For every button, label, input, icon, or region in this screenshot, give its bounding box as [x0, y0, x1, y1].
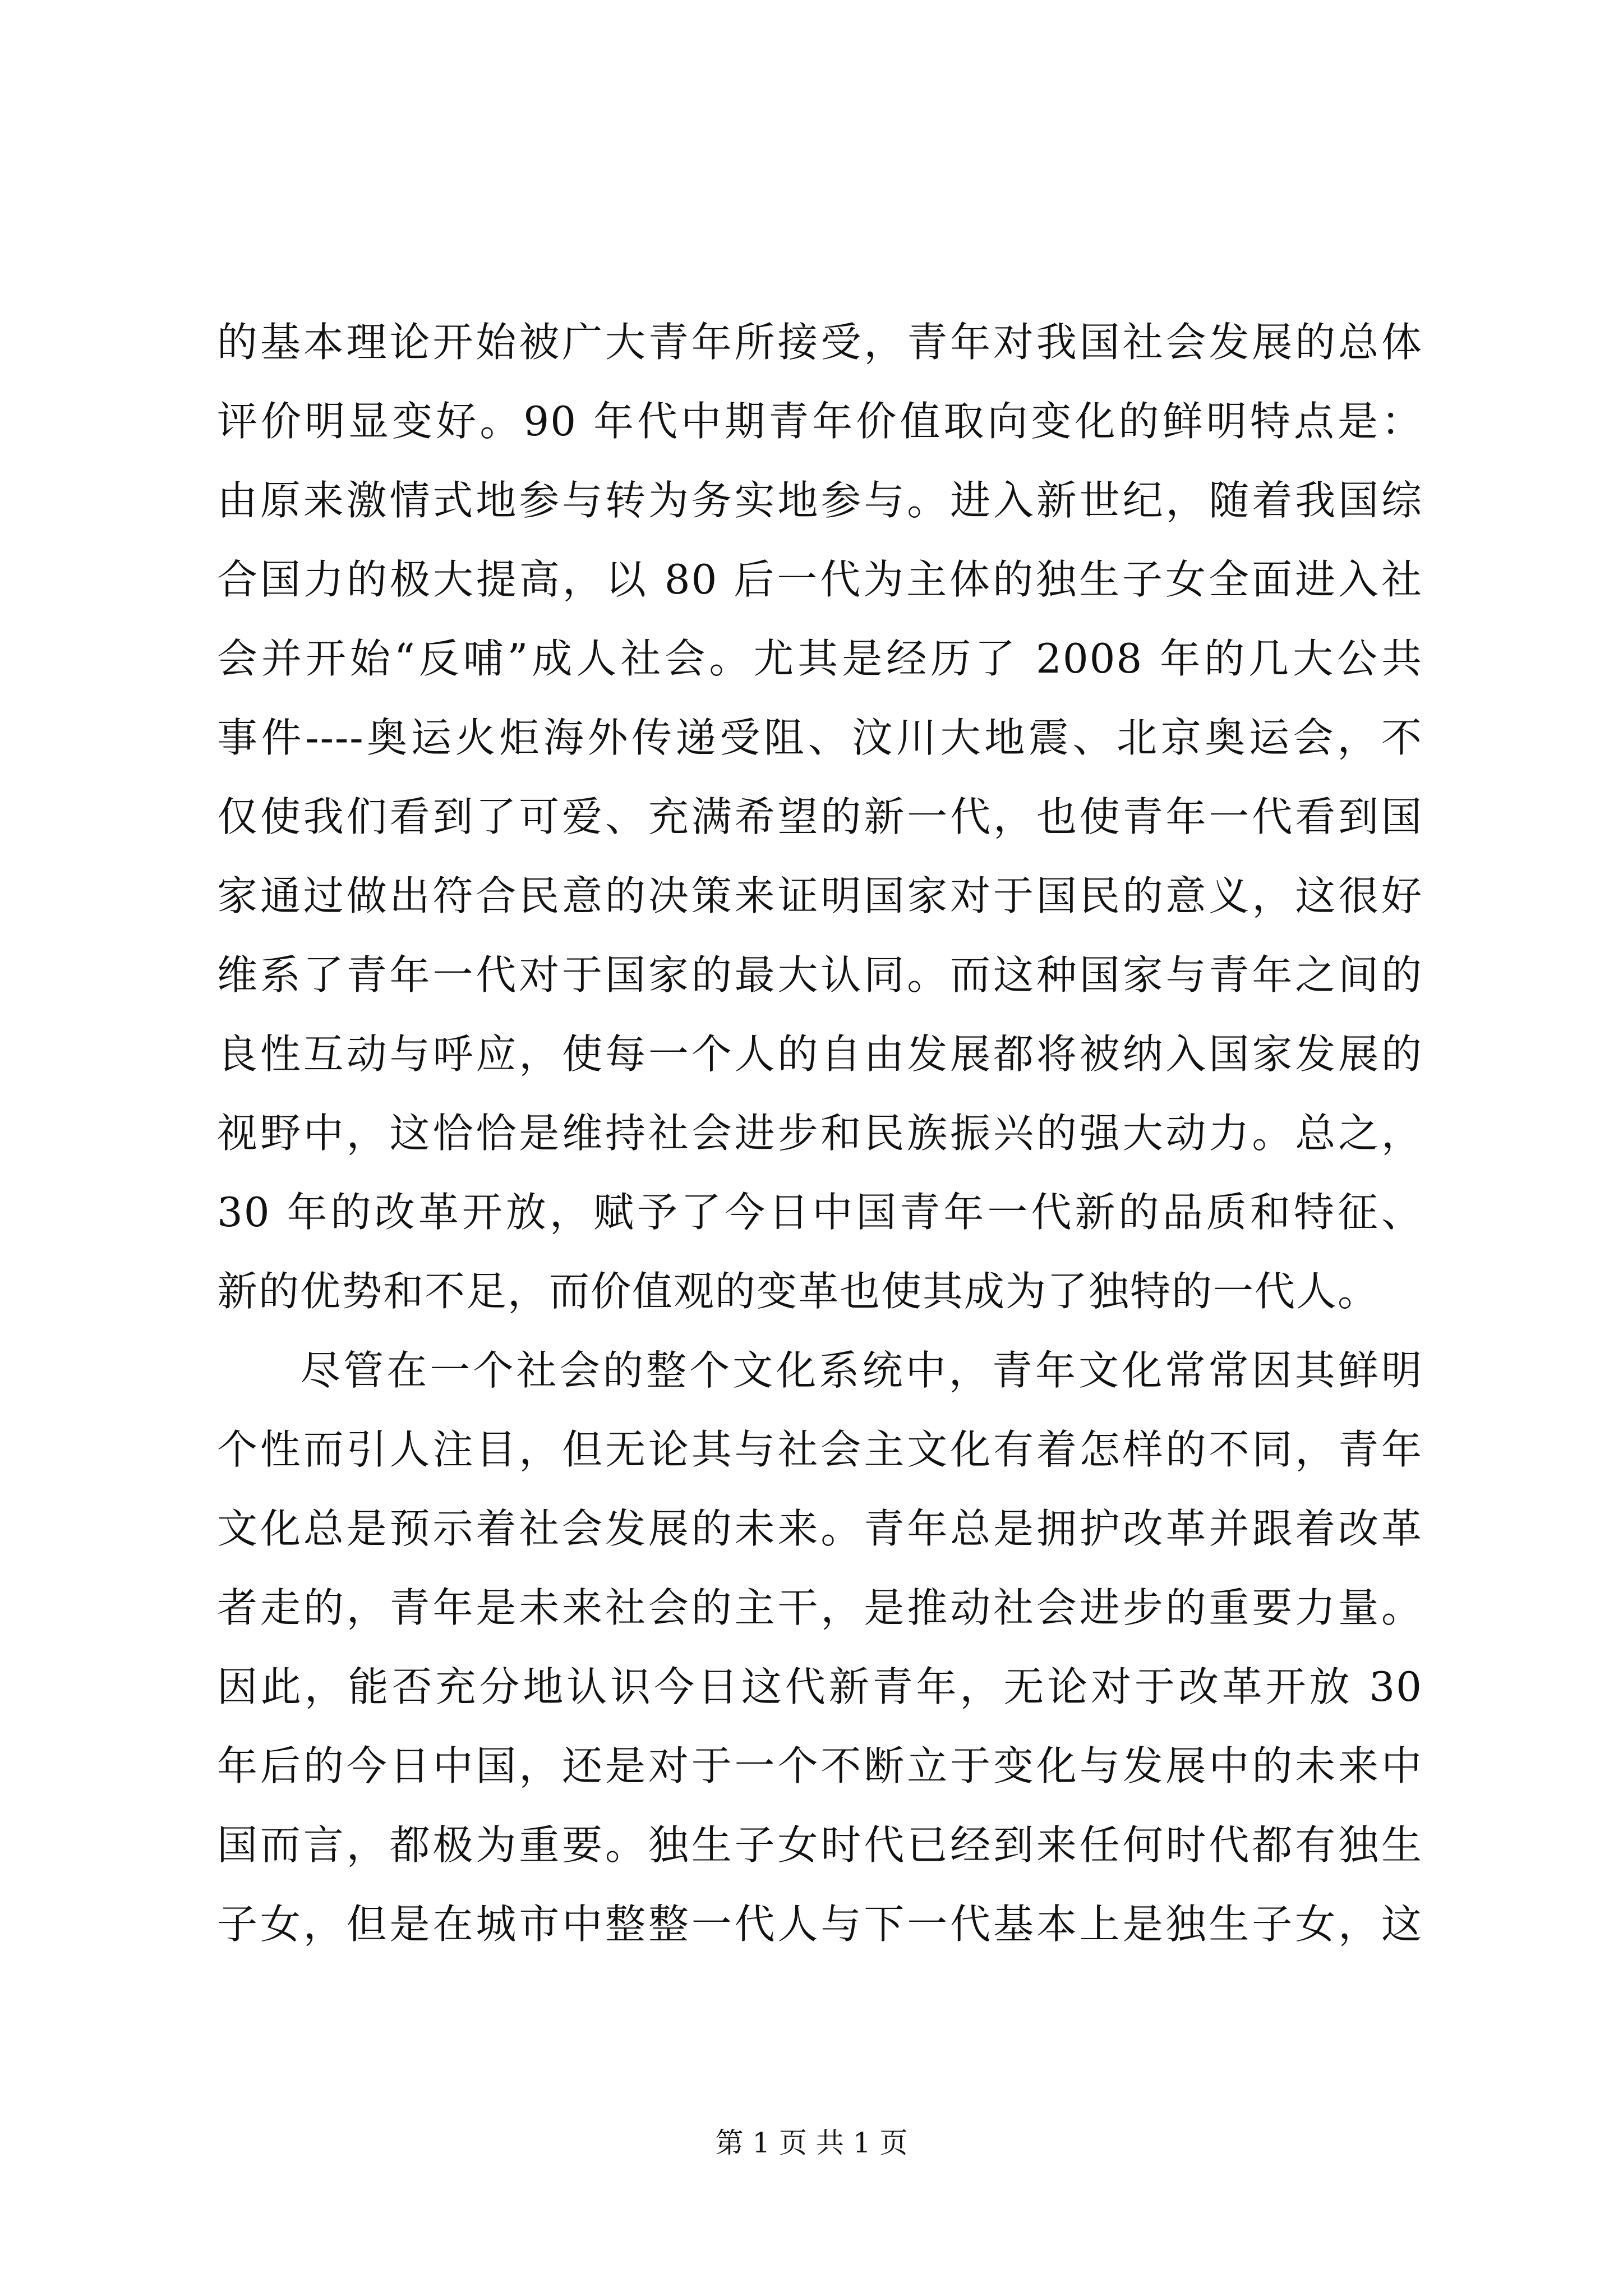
- text-line: 个性而引人注目，但无论其与社会主文化有着怎样的不同，青年: [217, 1426, 1423, 1473]
- text-line: 合国力的极大提高，以 80 后一代为主体的独生子女全面进入社: [217, 556, 1423, 603]
- text-line: 评价明显变好。90 年代中期青年价值取向变化的鲜明特点是：: [217, 398, 1423, 445]
- text-line: 事件----奥运火炬海外传递受阻、汶川大地震、北京奥运会，不: [217, 714, 1423, 761]
- text-line: 30 年的改革开放，赋予了今日中国青年一代新的品质和特征、: [217, 1189, 1423, 1236]
- text-line: 国而言，都极为重要。独生子女时代已经到来任何时代都有独生: [217, 1821, 1423, 1869]
- text-line: 视野中，这恰恰是维持社会进步和民族振兴的强大动力。总之，: [217, 1110, 1423, 1157]
- text-line-indented: 尽管在一个社会的整个文化系统中，青年文化常常因其鲜明: [300, 1347, 1423, 1394]
- text-line: 者走的，青年是未来社会的主干，是推动社会进步的重要力量。: [217, 1584, 1423, 1631]
- text-line: 的基本理论开始被广大青年所接受，青年对我国社会发展的总体: [217, 319, 1423, 366]
- text-line: 会并开始“反哺”成人社会。尤其是经历了 2008 年的几大公共: [217, 635, 1423, 682]
- text-line: 良性互动与呼应，使每一个人的自由发展都将被纳入国家发展的: [217, 1030, 1423, 1078]
- text-line: 维系了青年一代对于国家的最大认同。而这种国家与青年之间的: [217, 951, 1423, 999]
- page-number-footer: 第 1 页 共 1 页: [715, 2127, 908, 2159]
- text-line: 由原来激情式地参与转为务实地参与。进入新世纪，随着我国综: [217, 477, 1423, 524]
- text-line: 因此，能否充分地认识今日这代新青年，无论对于改革开放 30: [217, 1663, 1423, 1710]
- text-line: 家通过做出符合民意的决策来证明国家对于国民的意义，这很好: [217, 872, 1423, 919]
- text-line: 新的优势和不足，而价值观的变革也使其成为了独特的一代人。: [217, 1268, 1380, 1315]
- body-text: [217, 303, 1423, 1964]
- text-line: 子女，但是在城市中整整一代人与下一代基本上是独生子女，这: [217, 1901, 1423, 1948]
- text-line: 年后的今日中国，还是对于一个不断立于变化与发展中的未来中: [217, 1742, 1423, 1789]
- text-line: 文化总是预示着社会发展的未来。青年总是拥护改革并跟着改革: [217, 1505, 1423, 1552]
- text-line: 仅使我们看到了可爱、充满希望的新一代，也使青年一代看到国: [217, 793, 1423, 840]
